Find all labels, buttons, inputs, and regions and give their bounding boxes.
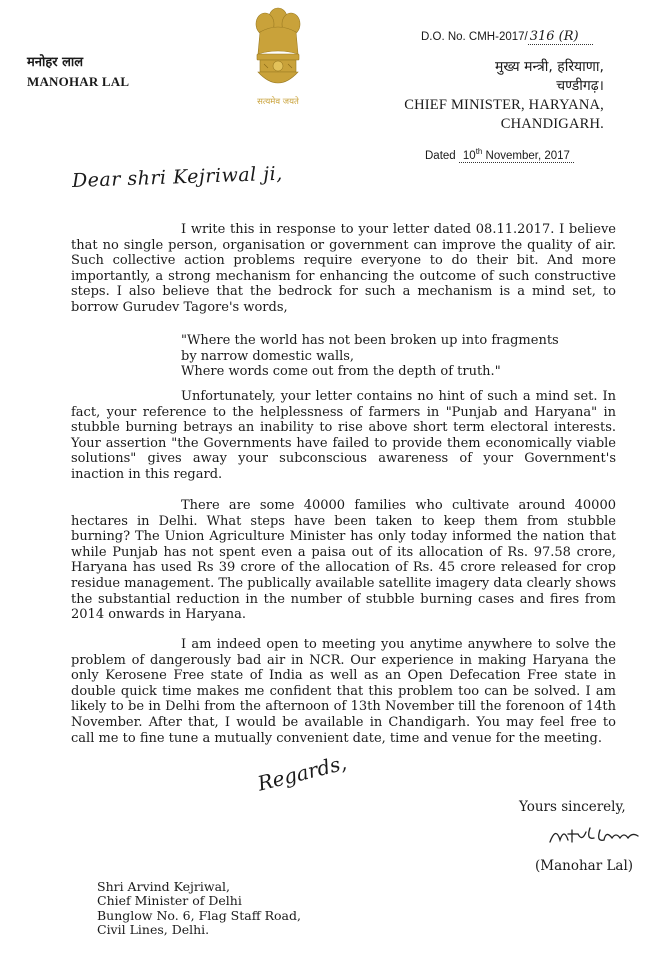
paragraph-2-text: Unfortunately, your letter contains no hint of such a mind set. In fact, your reference to the helplessness of farmers in "Punjab and Haryana" in stubble burning betrays an inability to rise above short term electoral interests. Your assertion "the Governments have failed to provide them economically viable solutions" gives away your subconscious awareness of your Government's inaction in this regard. [71,389,616,482]
address-line-4: Civil Lines, Delhi. [97,921,210,937]
do-number-label: D.O. No. CMH-2017/ [421,31,528,43]
closing: Yours sincerely, [519,799,626,815]
state-emblem-icon [240,2,316,110]
dated-day: 10 [462,149,476,162]
quote-line-1: "Where the world has not been broken up into fragments [181,333,559,348]
paragraph-3 [71,498,616,623]
sender-name-hindi: मनोहर लाल [27,55,84,70]
regards-handwritten: Regards, [255,750,349,796]
sender-name-english: MANOHAR LAL [27,74,130,89]
paragraph-2 [71,389,616,483]
tagore-quote [181,333,559,380]
address-line-3: Bunglow No. 6, Flag Staff Road, [97,907,301,923]
office-block [404,58,604,134]
paragraph-1 [71,222,616,316]
quote-line-3: Where words come out from the depth of truth." [181,364,501,380]
dated-value [459,147,574,163]
dated-label: Dated [425,149,456,162]
signatory-name: (Manohar Lal) [535,858,634,874]
do-number-ref: 316 (R) [528,29,593,45]
address-line-2: Chief Minister of Delhi [97,893,242,909]
signature [546,820,646,855]
paragraph-4-text: I am indeed open to meeting you anytime anywhere to solve the problem of dangerously bad air in NCR. Our experience in making Haryana the only Kerosene Free state of India as well as an Open Defecation Free state in double quick time makes me confident that this problem too can be solved. I am likely to be in Delhi from the afternoon of 13th November till the forenoon of 14th November. After that, I would be available in Chandigarh. You may feel free to call me to fine tune a mutually convenient date, time and venue for the meeting. [71,637,616,746]
office-title-hindi: मुख्य मन्त्री, हरियाणा, [494,59,604,75]
address-line-1: Shri Arvind Kejriwal, [97,879,231,894]
paragraph-1-text: I write this in response to your letter dated 08.11.2017. I believe that no single person, organisation or government can improve the quality of air. Such collective action problems require everyone to do their bit. And more importantly, a strong mechanism for enhancing the outcome of such constructive steps. I also believe that the bedrock for such a mechanism is a mind set, to borrow Gurudev Tagore's words, [71,222,616,315]
emblem-motto: सत्यमेव जयते [257,97,299,107]
letter-date [425,147,574,162]
dated-rest: November, 2017 [482,149,570,162]
office-city-hindi: चण्डीगढ़। [556,78,604,94]
office-title-english: CHIEF MINISTER, HARYANA, [404,97,604,113]
paragraph-3-text: There are some 40000 families who cultivate around 40000 hectares in Delhi. What steps have been taken to keep them from stubble burning? The Union Agriculture Minister has only today informed the nation that while Punjab has not spent even a paisa out of its allocation of Rs. 97.58 crore, Haryana has used Rs 39 crore of the allocation of Rs. 45 crore released for crop residue management. The publically available satellite imagery data clearly shows the substantial reduction in the number of stubble burning cases and fires from 2014 onwards in Haryana. [71,498,616,623]
paragraph-4 [71,637,616,746]
office-city-english: CHANDIGARH. [500,116,604,132]
quote-line-2: by narrow domestic walls, [181,348,355,364]
dated-suffix: th [475,147,483,156]
do-number [421,29,593,44]
salutation: Dear shri Kejriwal ji, [71,162,284,192]
recipient-address [97,880,301,937]
